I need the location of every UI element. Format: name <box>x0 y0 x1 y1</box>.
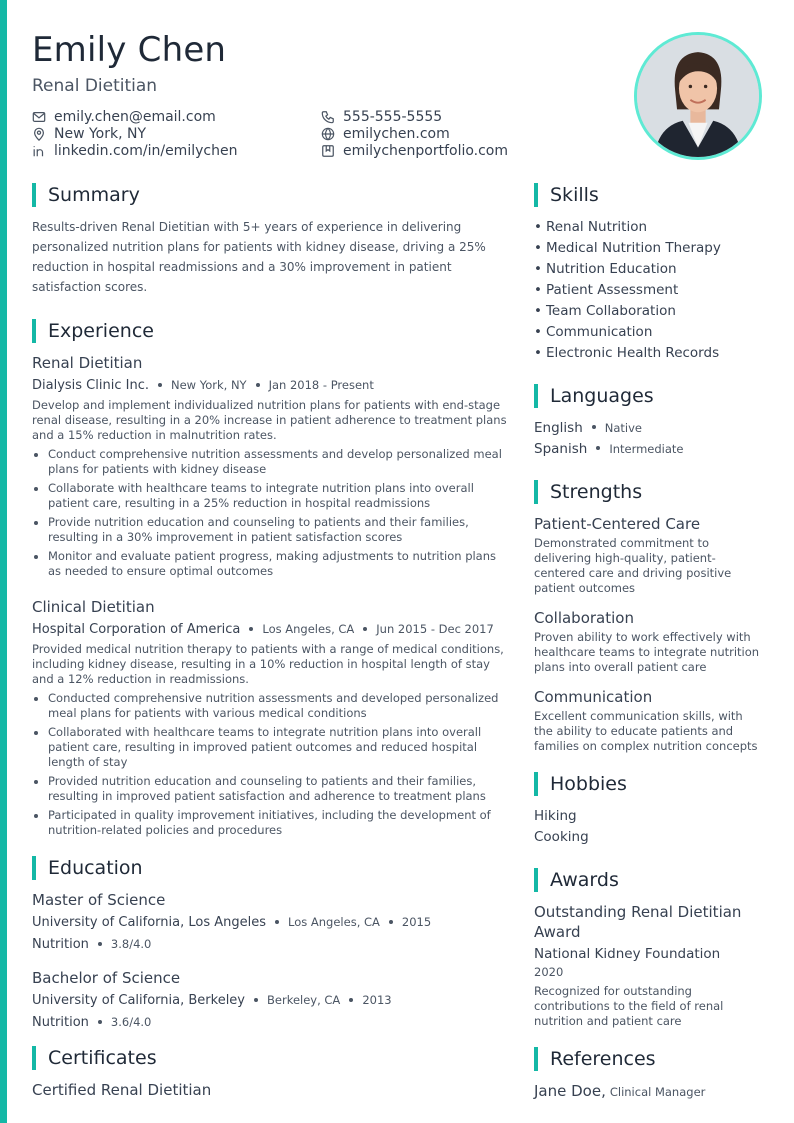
edu-school-line <box>32 913 512 932</box>
contact-email-text: emily.chen@email.com <box>54 108 216 125</box>
contact-website-text: emilychen.com <box>343 125 450 142</box>
skill-item: • Renal Nutrition <box>534 217 762 238</box>
hobbies-list <box>534 806 762 848</box>
edu-degree: Bachelor of Science <box>32 969 181 987</box>
edu-field-line <box>32 1013 512 1032</box>
language-level: Native <box>604 421 642 435</box>
edu-location: Berkeley, CA <box>267 993 341 1007</box>
side-column <box>534 183 762 1102</box>
languages-list <box>534 418 762 460</box>
candidate-role: Renal Dietitian <box>32 76 158 96</box>
job-dates: Jan 2018 - Present <box>268 378 374 392</box>
contact-portfolio-text: emilychenportfolio.com <box>343 142 509 159</box>
language-name: Spanish <box>534 441 588 457</box>
list-item: Collaborated with healthcare teams to integrate nutrition plans into overall patient care, resulting in improved patient outcomes and reduced hospital length of stay <box>32 725 512 770</box>
experience-heading: Experience <box>32 319 512 343</box>
education-heading: Education <box>32 856 512 880</box>
skills-heading: Skills <box>534 183 762 207</box>
award-title: Outstanding Renal Dietitian Award <box>534 903 742 941</box>
reference-name: Jane Doe, <box>534 1082 606 1100</box>
job-description: Provided medical nutrition therapy to patients with a range of medical conditions, including kidney disease, resulting in a 10% reduction in hospital length of stay and a 12% reduction in readmissions. <box>32 642 504 686</box>
language-item <box>534 418 762 439</box>
education-entry <box>32 968 512 1032</box>
list-item: Provided nutrition education and counseling to patients and their families, resulting in improved patient satisfaction and adherence to treatment plans <box>32 774 512 804</box>
list-item: Collaborate with healthcare teams to integrate nutrition plans into overall patient care, resulting in a 25% reduction in hospital readmissions <box>32 481 512 511</box>
skill-item: • Medical Nutrition Therapy <box>534 238 762 259</box>
contact-portfolio[interactable] <box>321 142 508 159</box>
edu-year: 2015 <box>401 915 432 929</box>
profile-photo <box>637 35 759 157</box>
summary-text: Results-driven Renal Dietitian with 5+ years of experience in delivering personalized nutrition plans for patients with kidney disease, driving a 25% reduction in hospital readmissions and a 30% improvement in patient satisfaction scores. <box>32 220 486 294</box>
edu-year: 2013 <box>362 993 392 1007</box>
contact-location <box>32 125 146 142</box>
job-bullets <box>32 691 512 838</box>
award-item <box>534 902 762 1029</box>
job-title: Renal Dietitian <box>32 354 143 372</box>
list-item: Participated in quality improvement initiatives, including the development of nutrition-related policies and procedures <box>32 808 512 838</box>
skill-item: • Patient Assessment <box>534 280 762 301</box>
hobby-item: Hiking <box>534 808 577 824</box>
strengths-heading: Strengths <box>534 480 762 504</box>
contact-linkedin[interactable] <box>32 142 237 159</box>
strength-desc: Demonstrated commitment to delivering high-quality, patient-centered care and driving positive patient outcomes <box>534 536 732 595</box>
job-company: Hospital Corporation of America <box>32 622 241 637</box>
job-bullets <box>32 447 512 579</box>
job-meta <box>32 620 512 639</box>
reference-item <box>534 1081 762 1102</box>
skill-item: • Communication <box>534 322 762 343</box>
skill-item: • Nutrition Education <box>534 259 762 280</box>
edu-school: University of California, Berkeley <box>32 993 245 1008</box>
award-desc: Recognized for outstanding contributions to the field of renal nutrition and patient care <box>534 984 724 1028</box>
language-name: English <box>534 420 583 436</box>
bookmark-icon <box>321 144 335 158</box>
job-meta <box>32 376 512 395</box>
envelope-icon <box>32 110 46 124</box>
certificate-item: Certified Renal Dietitian <box>32 1081 212 1099</box>
strength-item <box>534 687 762 754</box>
edu-school-line <box>32 991 512 1010</box>
job-entry <box>32 353 512 579</box>
hobby-item: Cooking <box>534 829 589 845</box>
awards-heading: Awards <box>534 868 762 892</box>
strength-title: Patient-Centered Care <box>534 515 701 533</box>
main-column <box>32 183 512 1100</box>
reference-role: Clinical Manager <box>609 1085 706 1099</box>
job-title: Clinical Dietitian <box>32 598 155 616</box>
contact-linkedin-text: linkedin.com/in/emilychen <box>54 142 238 159</box>
education-entry <box>32 890 512 954</box>
edu-field-line <box>32 935 512 954</box>
list-item: Monitor and evaluate patient progress, making adjustments to nutrition plans as needed to ensure optimal outcomes <box>32 549 512 579</box>
avatar <box>634 32 762 160</box>
skills-list <box>534 217 762 364</box>
strength-desc: Proven ability to work effectively with healthcare teams to integrate nutrition plans into overall patient care <box>534 630 760 674</box>
language-item <box>534 439 762 460</box>
map-pin-icon <box>32 127 46 141</box>
job-entry <box>32 597 512 838</box>
linkedin-icon <box>32 144 46 158</box>
contact-phone-text: 555-555-5555 <box>343 108 443 125</box>
award-org: National Kidney Foundation <box>534 946 721 962</box>
certificates-heading: Certificates <box>32 1046 512 1070</box>
skill-item: • Electronic Health Records <box>534 343 762 364</box>
edu-field: Nutrition <box>32 937 89 952</box>
contact-location-text: New York, NY <box>54 125 147 142</box>
summary-heading: Summary <box>32 183 512 207</box>
edu-school: University of California, Los Angeles <box>32 915 267 930</box>
languages-heading: Languages <box>534 384 762 408</box>
candidate-name: Emily Chen <box>32 30 227 70</box>
language-level: Intermediate <box>609 442 684 456</box>
strength-title: Communication <box>534 688 653 706</box>
strength-item <box>534 608 762 675</box>
strength-desc: Excellent communication skills, with the ability to educate patients and families on complex nutrition concepts <box>534 709 758 753</box>
strength-item <box>534 514 762 596</box>
job-location: New York, NY <box>170 378 247 392</box>
award-year: 2020 <box>534 965 564 979</box>
edu-gpa: 3.6/4.0 <box>110 1015 152 1029</box>
list-item: Provide nutrition education and counseling to patients and their families, resulting in a 30% improvement in patient satisfaction scores <box>32 515 512 545</box>
edu-gpa: 3.8/4.0 <box>110 937 152 951</box>
skill-item: • Team Collaboration <box>534 301 762 322</box>
contact-website[interactable] <box>321 125 450 142</box>
accent-bar <box>0 0 7 1123</box>
contact-phone[interactable] <box>321 108 442 125</box>
job-dates: Jun 2015 - Dec 2017 <box>376 622 494 636</box>
resume-page <box>32 0 762 1123</box>
list-item: Conducted comprehensive nutrition assessments and developed personalized meal plans for patients with various medical conditions <box>32 691 512 721</box>
phone-icon <box>321 110 335 124</box>
edu-field: Nutrition <box>32 1015 89 1030</box>
list-item: Conduct comprehensive nutrition assessments and develop personalized meal plans for patients with kidney disease <box>32 447 512 477</box>
job-company: Dialysis Clinic Inc. <box>32 378 149 393</box>
job-description: Develop and implement individualized nutrition plans for patients with end-stage renal disease, resulting in a 20% increase in patient adherence to treatment plans and a 15% reduction in malnutrition rates. <box>32 398 507 442</box>
edu-location: Los Angeles, CA <box>288 915 380 929</box>
references-heading: References <box>534 1047 762 1071</box>
job-location: Los Angeles, CA <box>262 622 355 636</box>
globe-icon <box>321 127 335 141</box>
edu-degree: Master of Science <box>32 891 166 909</box>
contact-email[interactable] <box>32 108 216 125</box>
strength-title: Collaboration <box>534 609 634 627</box>
hobbies-heading: Hobbies <box>534 772 762 796</box>
